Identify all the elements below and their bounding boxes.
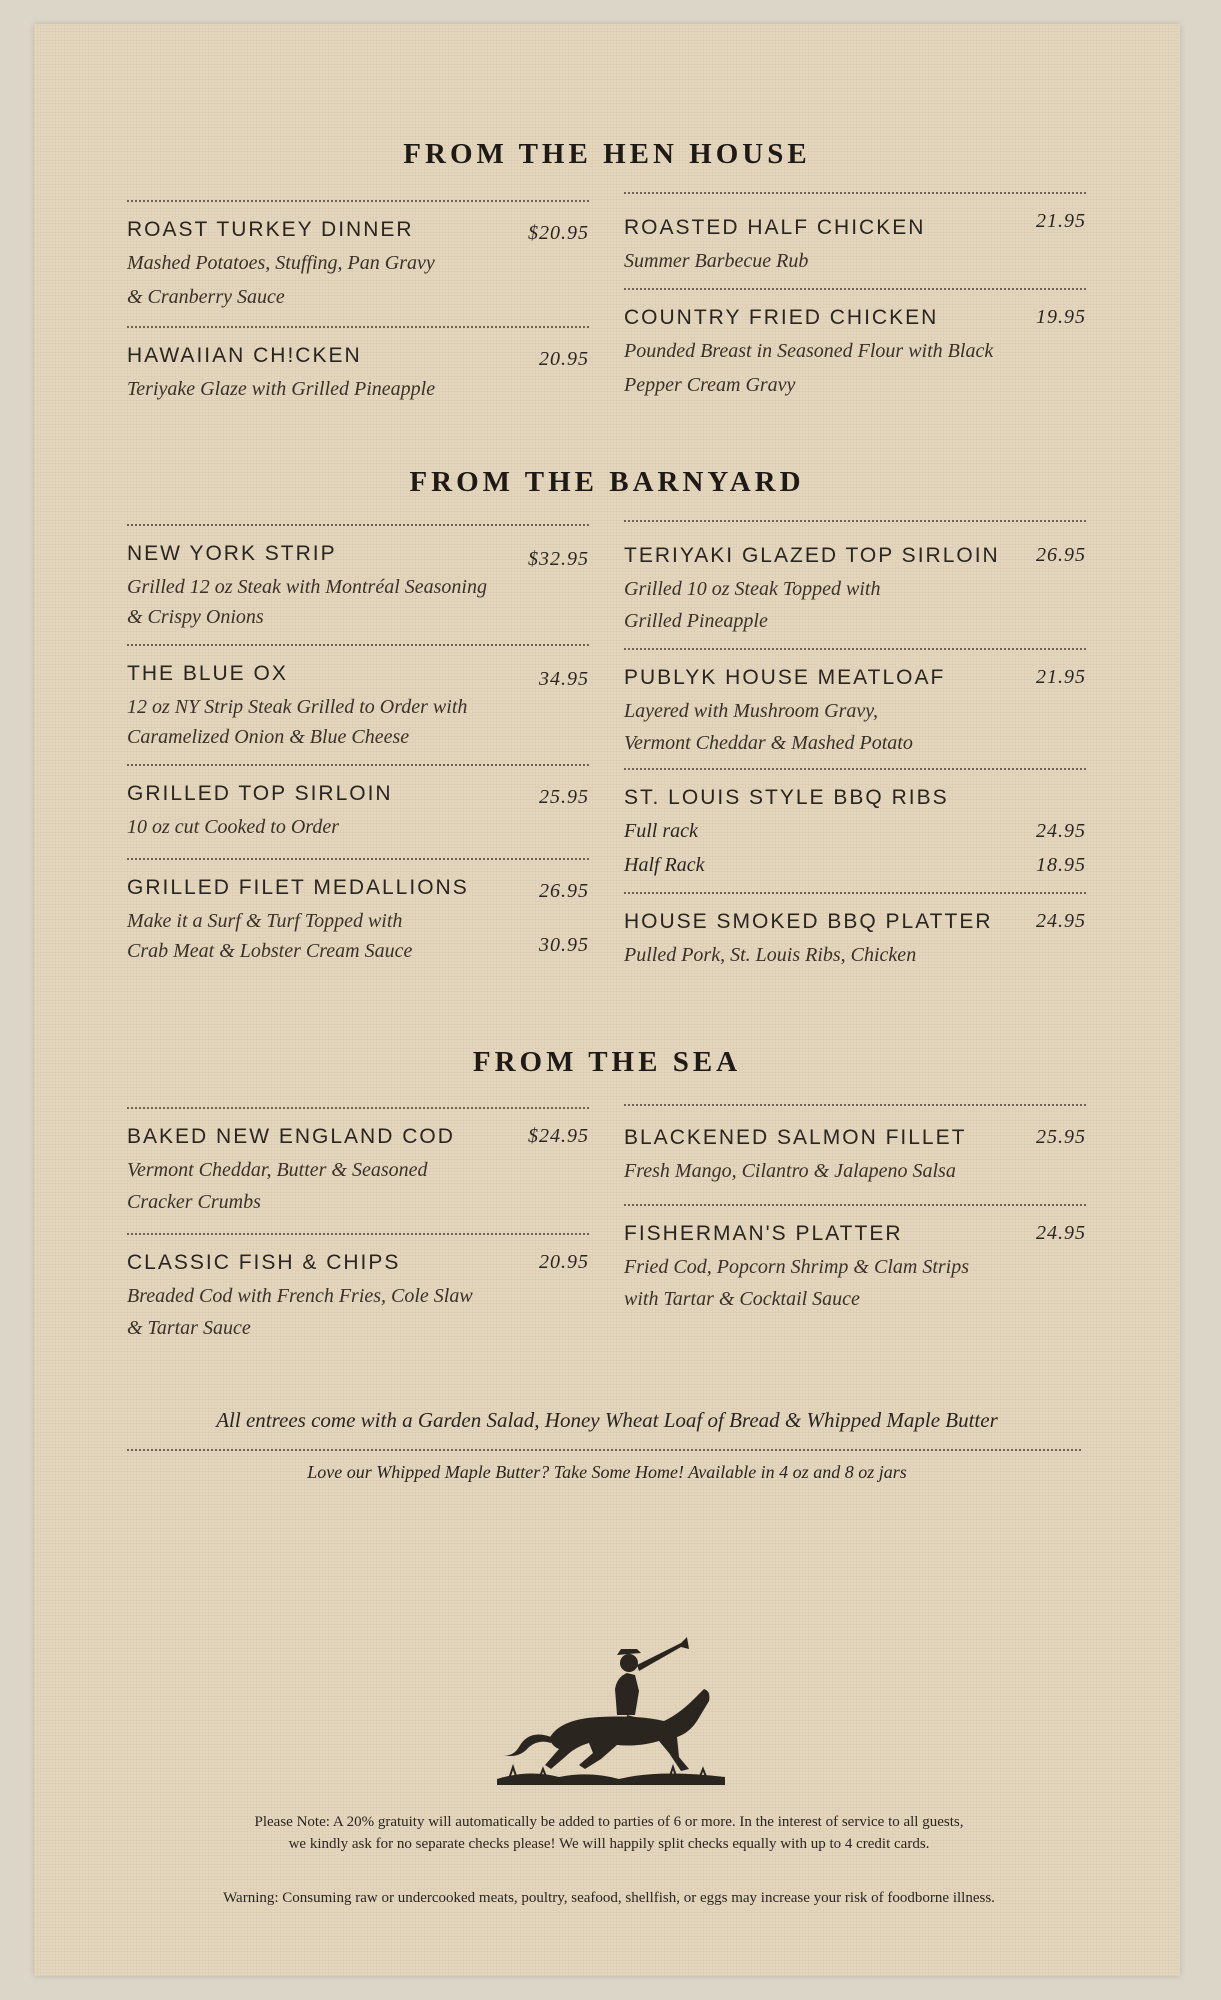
foodborne-warning: Warning: Consuming raw or undercooked meats, poultry, seafood, shellfish, or eggs may increase your risk of foodborne illness. (223, 1890, 995, 1906)
menu-item (127, 764, 589, 844)
item-price: 24.95 (1036, 1222, 1086, 1244)
gratuity-note-line-1: Please Note: A 20% gratuity will automatically be added to parties of 6 or more. In the interest of service to all guests, (254, 1814, 964, 1830)
item-price: 21.95 (1036, 210, 1086, 232)
item-price: 34.95 (539, 668, 589, 690)
menu-item (127, 858, 589, 968)
item-name: ST. LOUIS STYLE BBQ RIBS (624, 786, 949, 809)
menu-item (127, 326, 589, 406)
item-description: Fresh Mango, Cilantro & Jalapeno Salsa (624, 1160, 956, 1182)
item-price: 19.95 (1036, 306, 1086, 328)
item-name: HOUSE SMOKED BBQ PLATTER (624, 910, 993, 933)
menu-item (624, 892, 1086, 972)
item-description: Breaded Cod with French Fries, Cole Slaw (127, 1285, 473, 1307)
item-name: CLASSIC FISH & CHIPS (127, 1251, 401, 1274)
option-label: Half Rack (624, 854, 705, 876)
item-description: Layered with Mushroom Gravy, (624, 700, 879, 722)
menu-item (624, 768, 1086, 882)
section-title-barnyard: FROM THE BARNYARD (409, 466, 805, 498)
menu-item (624, 1104, 1086, 1188)
ribs-option-half (624, 848, 1086, 882)
item-description: 10 oz cut Cooked to Order (127, 816, 340, 838)
item-price: 20.95 (539, 1251, 589, 1273)
item-description: & Crispy Onions (127, 606, 264, 628)
item-name: ROAST TURKEY DINNER (127, 218, 414, 241)
sea-right-column (624, 1104, 1086, 1316)
menu-page (34, 24, 1180, 1976)
item-name: GRILLED TOP SIRLOIN (127, 782, 393, 805)
item-name: NEW YORK STRIP (127, 542, 337, 565)
item-price: 20.95 (539, 348, 589, 370)
item-description: Vermont Cheddar, Butter & Seasoned (127, 1159, 428, 1181)
menu-item (624, 288, 1086, 402)
menu-item (127, 524, 589, 634)
hen-left-column (127, 200, 589, 406)
entrees-note: All entrees come with a Garden Salad, Honey Wheat Loaf of Bread & Whipped Maple Butter (216, 1408, 998, 1432)
ribs-option-full (624, 814, 1086, 848)
item-name: FISHERMAN'S PLATTER (624, 1222, 903, 1245)
item-description: Vermont Cheddar & Mashed Potato (624, 732, 913, 754)
item-description: Grilled Pineapple (624, 610, 768, 632)
barnyard-right-column (624, 520, 1086, 972)
butter-note: Love our Whipped Maple Butter? Take Some Home! Available in 4 oz and 8 oz jars (307, 1462, 907, 1482)
item-price: $24.95 (528, 1125, 589, 1147)
menu-item (127, 644, 589, 754)
item-description: Pepper Cream Gravy (624, 374, 796, 396)
item-description: Summer Barbecue Rub (624, 250, 809, 272)
item-description: Caramelized Onion & Blue Cheese (127, 726, 410, 748)
footer-divider (127, 1449, 1081, 1451)
item-price: 21.95 (1036, 666, 1086, 688)
menu-item (624, 648, 1086, 760)
item-price: 26.95 (539, 880, 589, 902)
item-price: $20.95 (528, 222, 589, 244)
item-price-surf-turf: 30.95 (539, 934, 589, 956)
item-name: HAWAIIAN CH!CKEN (127, 344, 362, 367)
item-description: Grilled 12 oz Steak with Montréal Seasoning (127, 576, 487, 598)
item-name: THE BLUE OX (127, 662, 288, 685)
menu-item (127, 1233, 589, 1345)
barnyard-left-column (127, 524, 589, 968)
item-description: with Tartar & Cocktail Sauce (624, 1288, 860, 1310)
section-title-hen-house: FROM THE HEN HOUSE (403, 138, 811, 170)
section-title-sea: FROM THE SEA (472, 1046, 742, 1078)
item-description: Pulled Pork, St. Louis Ribs, Chicken (624, 944, 917, 966)
item-description: Teriyake Glaze with Grilled Pineapple (127, 378, 436, 400)
menu-item (127, 1107, 589, 1219)
menu-item (624, 520, 1086, 638)
item-description: Grilled 10 oz Steak Topped with (624, 578, 881, 600)
item-price: 25.95 (1036, 1126, 1086, 1148)
menu-item (624, 1204, 1086, 1316)
option-label: Full rack (624, 820, 698, 842)
menu-item (624, 192, 1086, 278)
item-price: $32.95 (528, 548, 589, 570)
item-price: 25.95 (539, 786, 589, 808)
gratuity-note-line-2: we kindly ask for no separate checks please! We will happily split checks equally with up to 4 credit cards. (288, 1836, 930, 1852)
item-name: ROASTED HALF CHICKEN (624, 216, 926, 239)
item-description: Cracker Crumbs (127, 1191, 261, 1213)
hen-right-column (624, 192, 1086, 402)
item-description: Make it a Surf & Turf Topped with (127, 910, 403, 932)
item-name: PUBLYK HOUSE MEATLOAF (624, 666, 946, 689)
item-description: Fried Cod, Popcorn Shrimp & Clam Strips (624, 1256, 970, 1278)
item-name: BAKED NEW ENGLAND COD (127, 1125, 455, 1148)
item-description: Pounded Breast in Seasoned Flour with Black (624, 340, 994, 362)
item-description: 12 oz NY Strip Steak Grilled to Order with (127, 696, 468, 718)
item-name: GRILLED FILET MEDALLIONS (127, 876, 469, 899)
item-description: Crab Meat & Lobster Cream Sauce (127, 940, 413, 962)
item-name: COUNTRY FRIED CHICKEN (624, 306, 939, 329)
item-description: & Cranberry Sauce (127, 286, 285, 308)
item-description: & Tartar Sauce (127, 1317, 251, 1339)
sea-left-column (127, 1107, 589, 1345)
item-name: TERIYAKI GLAZED TOP SIRLOIN (624, 544, 1000, 567)
item-price: 24.95 (1036, 910, 1086, 932)
item-description: Mashed Potatoes, Stuffing, Pan Gravy (127, 252, 435, 274)
horse-rider-trumpet-icon (489, 1629, 733, 1799)
item-price: 26.95 (1036, 544, 1086, 566)
menu-item (127, 200, 589, 314)
option-price: 18.95 (1036, 854, 1086, 876)
item-name: BLACKENED SALMON FILLET (624, 1126, 967, 1149)
option-price: 24.95 (1036, 820, 1086, 842)
